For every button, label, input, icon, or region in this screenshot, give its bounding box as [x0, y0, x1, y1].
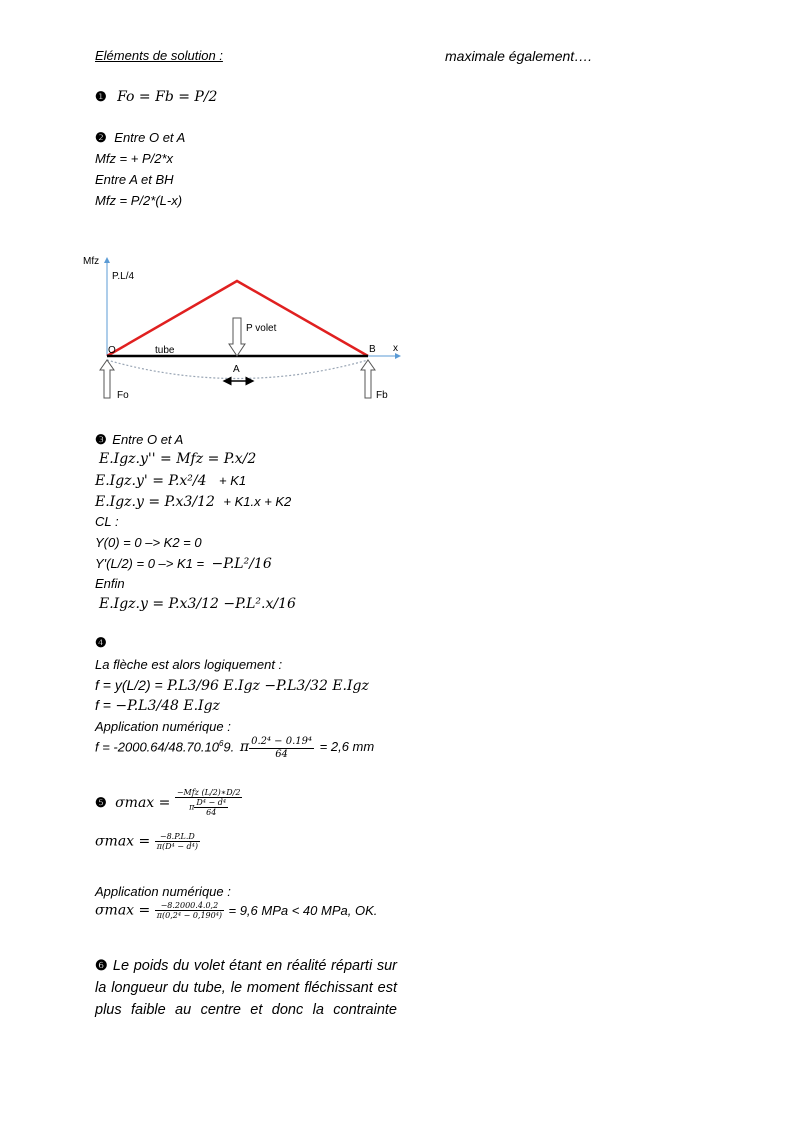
q5-sigma-2 — [95, 832, 200, 851]
point-a-label: A — [233, 364, 240, 375]
q5-inner-num: D⁴ − d⁴ — [196, 798, 227, 808]
load-label: P volet — [246, 323, 277, 334]
q6-line-2: la longueur du tube, le moment fléchissant est — [95, 980, 397, 996]
q6-number-icon: ❻ — [95, 957, 109, 973]
point-o-label: O — [108, 345, 116, 356]
q5-numeric — [95, 901, 377, 920]
q3-eq-2-main: E.Igz.y' = P.x²/4 — [95, 473, 207, 489]
q4-line-2-formula: P.L3/96 E.Igz −P.L3/32 E.Igz — [167, 678, 369, 694]
bending-moment-diagram — [80, 252, 410, 412]
force-b-label: Fb — [376, 390, 388, 401]
q3-number-icon: ❸ — [95, 432, 107, 447]
q5-fraction-3-den: π(0,2⁴ − 0,190⁴) — [156, 911, 223, 921]
q2-line-1 — [95, 130, 185, 146]
q4-numeric-text: f = -2000.64/48.70.10 — [95, 739, 219, 755]
q4-line-1: La flèche est alors logiquement : — [95, 657, 283, 672]
q4-fraction — [249, 736, 314, 760]
q5-inner-fraction — [194, 798, 228, 817]
q5-inner-den: 64 — [206, 808, 217, 818]
solution-title: Eléments de solution : — [95, 48, 223, 63]
q3-eq-1: E.Igz.y'' = Mfz = P.x/2 — [99, 451, 257, 467]
x-axis-label: x — [393, 343, 398, 354]
q4-number-icon: ❹ — [95, 635, 107, 650]
q3-eq-3-main: E.Igz.y = P.x3/12 — [95, 494, 215, 510]
q3-condition-2 — [95, 555, 272, 573]
q4-fraction-den: 64 — [249, 748, 314, 761]
q4-numeric-text-2: 9. — [223, 739, 235, 755]
q6-line-3: plus faible au centre et donc la contrainte — [95, 1002, 397, 1018]
force-o-label: Fo — [117, 390, 129, 401]
q4-result: = 2,6 mm — [319, 739, 375, 755]
q3-eq-2 — [95, 472, 246, 490]
q4-line-2-text: f = y(L/2) = — [95, 677, 163, 693]
q5-fraction-1-den — [175, 798, 243, 817]
reaction-o-arrow-icon — [100, 360, 114, 398]
q6-paragraph — [95, 954, 397, 1021]
q5-fraction-1-pi: π — [189, 802, 195, 812]
q2-line-2: Mfz = + P/2*x — [95, 151, 174, 166]
q5-application-label: Application numérique : — [95, 884, 231, 899]
right-column-continuation: maximale également…. — [445, 48, 593, 64]
q1-formula: Fo = Fb = P/2 — [117, 89, 218, 105]
q4-numeric-exponent: 6 — [218, 739, 224, 749]
q4-line-3 — [95, 697, 220, 715]
q3-line-1 — [95, 432, 183, 448]
q1-number-icon: ❶ — [95, 89, 107, 104]
q2-text-1: Entre O et A — [114, 130, 186, 145]
q5-fraction-3 — [155, 901, 224, 920]
q1 — [95, 88, 217, 106]
q5-fraction-2-num: −8.P.L.D — [155, 832, 200, 842]
q3-eq-3 — [95, 493, 291, 511]
q5-sigma-2-label: σmax = — [95, 833, 151, 850]
q3-condition-2-value: −P.L²/16 — [211, 556, 272, 572]
q2-line-4: Mfz = P/2*(L-x) — [95, 193, 183, 208]
q4-pi: π — [239, 739, 250, 756]
q5-number-icon: ❺ — [95, 794, 107, 810]
q5-fraction-3-num: −8.2000.4.0,2 — [155, 901, 224, 911]
point-b-label: B — [369, 344, 376, 355]
q5-sigma-1-label: σmax = — [115, 794, 171, 811]
beam-label: tube — [155, 345, 175, 356]
q5-fraction-2-den: π(D⁴ − d⁴) — [156, 842, 198, 852]
q3-condition-2-text: Y'(L/2) = 0 –> K1 = — [95, 556, 205, 571]
q4-numeric — [95, 736, 374, 760]
q4-line-3-text: f = — [95, 697, 111, 713]
q4-line-3-formula: −P.L3/48 E.Igz — [115, 698, 220, 714]
q3-cl: CL : — [95, 514, 119, 529]
q2-line-3: Entre A et BH — [95, 172, 174, 187]
q3-eq-4: E.Igz.y = P.x3/12 −P.L².x/16 — [99, 596, 296, 612]
reaction-b-arrow-icon — [361, 360, 375, 398]
q5-sigma-1 — [95, 788, 242, 818]
q3-enfin: Enfin — [95, 576, 125, 591]
q4-fraction-num: 0.2⁴ − 0.19⁴ — [251, 736, 313, 747]
load-arrow-icon — [229, 318, 245, 356]
q4-application-label: Application numérique : — [95, 719, 231, 734]
q3-eq-3-const: + K1.x + K2 — [223, 494, 292, 509]
y-axis-label: Mfz — [83, 256, 100, 267]
q6-line-1-text: Le poids du volet étant en réalité réparti sur — [112, 958, 397, 974]
q2-number-icon: ❷ — [95, 130, 107, 145]
q3-eq-2-const: + K1 — [219, 473, 247, 488]
q5-fraction-1-num: −Mfz (L/2)∗D/2 — [176, 788, 241, 797]
peak-moment-label: P.L/4 — [112, 271, 135, 282]
q5-sigma-3-label: σmax = — [95, 902, 151, 919]
q4-line-2 — [95, 677, 369, 695]
q5-fraction-1 — [175, 788, 243, 818]
q5-result: = 9,6 MPa < 40 MPa, OK. — [228, 903, 378, 919]
q3-condition-1: Y(0) = 0 –> K2 = 0 — [95, 535, 202, 550]
q3-text-1: Entre O et A — [112, 432, 184, 447]
q6-line-1 — [95, 954, 397, 977]
q5-fraction-2 — [155, 832, 200, 851]
